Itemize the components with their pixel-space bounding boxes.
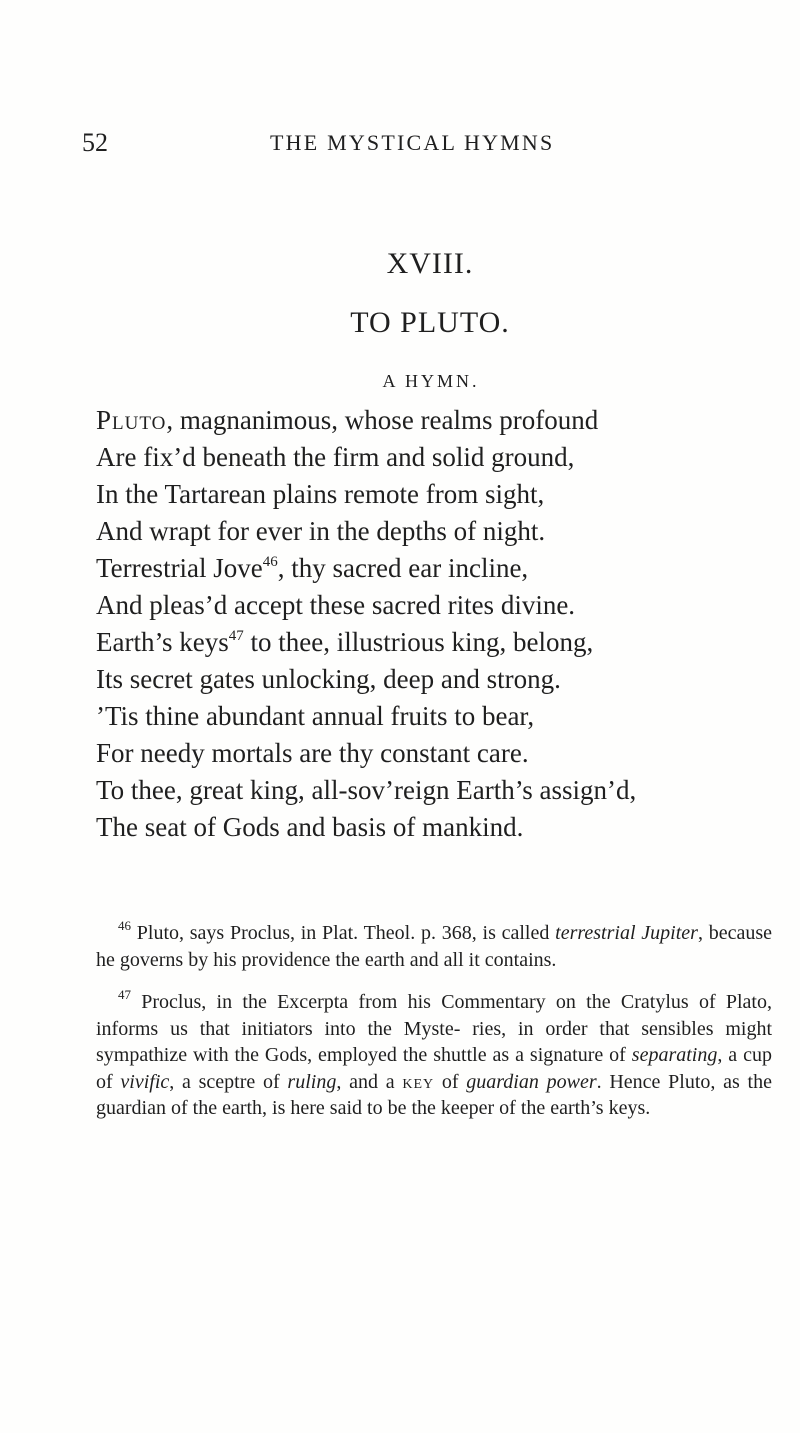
verse-line: Its secret gates unlocking, deep and strong. — [96, 664, 561, 694]
verse-line: The seat of Gods and basis of mankind. — [96, 812, 524, 842]
verse-line: Are fix’d beneath the firm and solid ground, — [96, 442, 575, 472]
verse-line: ’Tis thine abundant annual fruits to bear, — [96, 701, 535, 731]
hymn-number: XVIII. — [386, 247, 474, 280]
verse-line — [96, 624, 776, 661]
footnote-text: Pluto, says Proclus, in Plat. Theol. p. 368, is called — [131, 922, 556, 944]
footnote-47 — [96, 989, 772, 1122]
verse-line: For needy mortals are thy constant care. — [96, 738, 529, 768]
running-title: THE MYSTICAL HYMNS — [270, 130, 555, 155]
verse-line-text: to thee, illustrious king, belong, — [243, 627, 594, 657]
footnote-mark: 46 — [118, 918, 131, 933]
footnote-italic: ruling — [287, 1070, 337, 1093]
footnote-text: , a cup of — [96, 1044, 772, 1093]
footnote-text: of — [434, 1070, 467, 1093]
footnote-reference: 47 — [228, 628, 244, 644]
hymn-subtitle: A HYMN. — [382, 371, 480, 391]
footnote-46 — [96, 920, 772, 973]
verse-line — [96, 550, 776, 587]
footnote-italic: guardian power — [466, 1070, 597, 1093]
footnote-text: , a sceptre of — [169, 1070, 288, 1093]
footnote-italic: terrestrial Jupiter — [555, 922, 698, 944]
hymn-verse — [96, 402, 776, 846]
verse-line: And pleas’d accept these sacred rites divine. — [96, 590, 576, 620]
footnote-text: . Hence Pluto, as the guardian of the earth, is here said to be the keeper of the earth’s keys. — [96, 1070, 772, 1119]
verse-line: In the Tartarean plains remote from sight, — [96, 479, 545, 509]
verse-line-text: , magnanimous, whose realms profound — [166, 405, 599, 435]
footnote-text: , because he governs by his providence the earth and all it contains. — [96, 922, 772, 971]
running-head — [82, 128, 732, 164]
verse-line: And wrapt for ever in the depths of night. — [96, 516, 546, 546]
footnote-italic: separating — [631, 1044, 718, 1066]
verse-line-text: Terrestrial Jove — [96, 553, 263, 583]
footnote-mark: 47 — [118, 987, 131, 1002]
footnotes — [96, 920, 772, 1138]
verse-line — [96, 402, 776, 439]
verse-lead-word: Pluto — [96, 405, 167, 435]
footnote-italic: vivific — [120, 1070, 170, 1093]
footnote-text: Proclus, in the Excerpta from his Commentary on the Cratylus of Plato, informs us that initiators into the Myste- ries, in order that sensibles might sympathize with the Gods, employed the shuttle as a signature of — [96, 991, 772, 1066]
verse-line: To thee, great king, all-sov’reign Earth’s assign’d, — [96, 775, 637, 805]
footnote-smallcaps: key — [402, 1070, 435, 1093]
hymn-title: TO PLUTO. — [350, 306, 510, 339]
verse-line-text: Earth’s keys — [96, 627, 229, 657]
footnote-reference: 46 — [262, 554, 278, 570]
footnote-text: , and a — [336, 1070, 403, 1093]
verse-line-text: , thy sacred ear incline, — [277, 553, 529, 583]
page-number: 52 — [82, 128, 108, 157]
